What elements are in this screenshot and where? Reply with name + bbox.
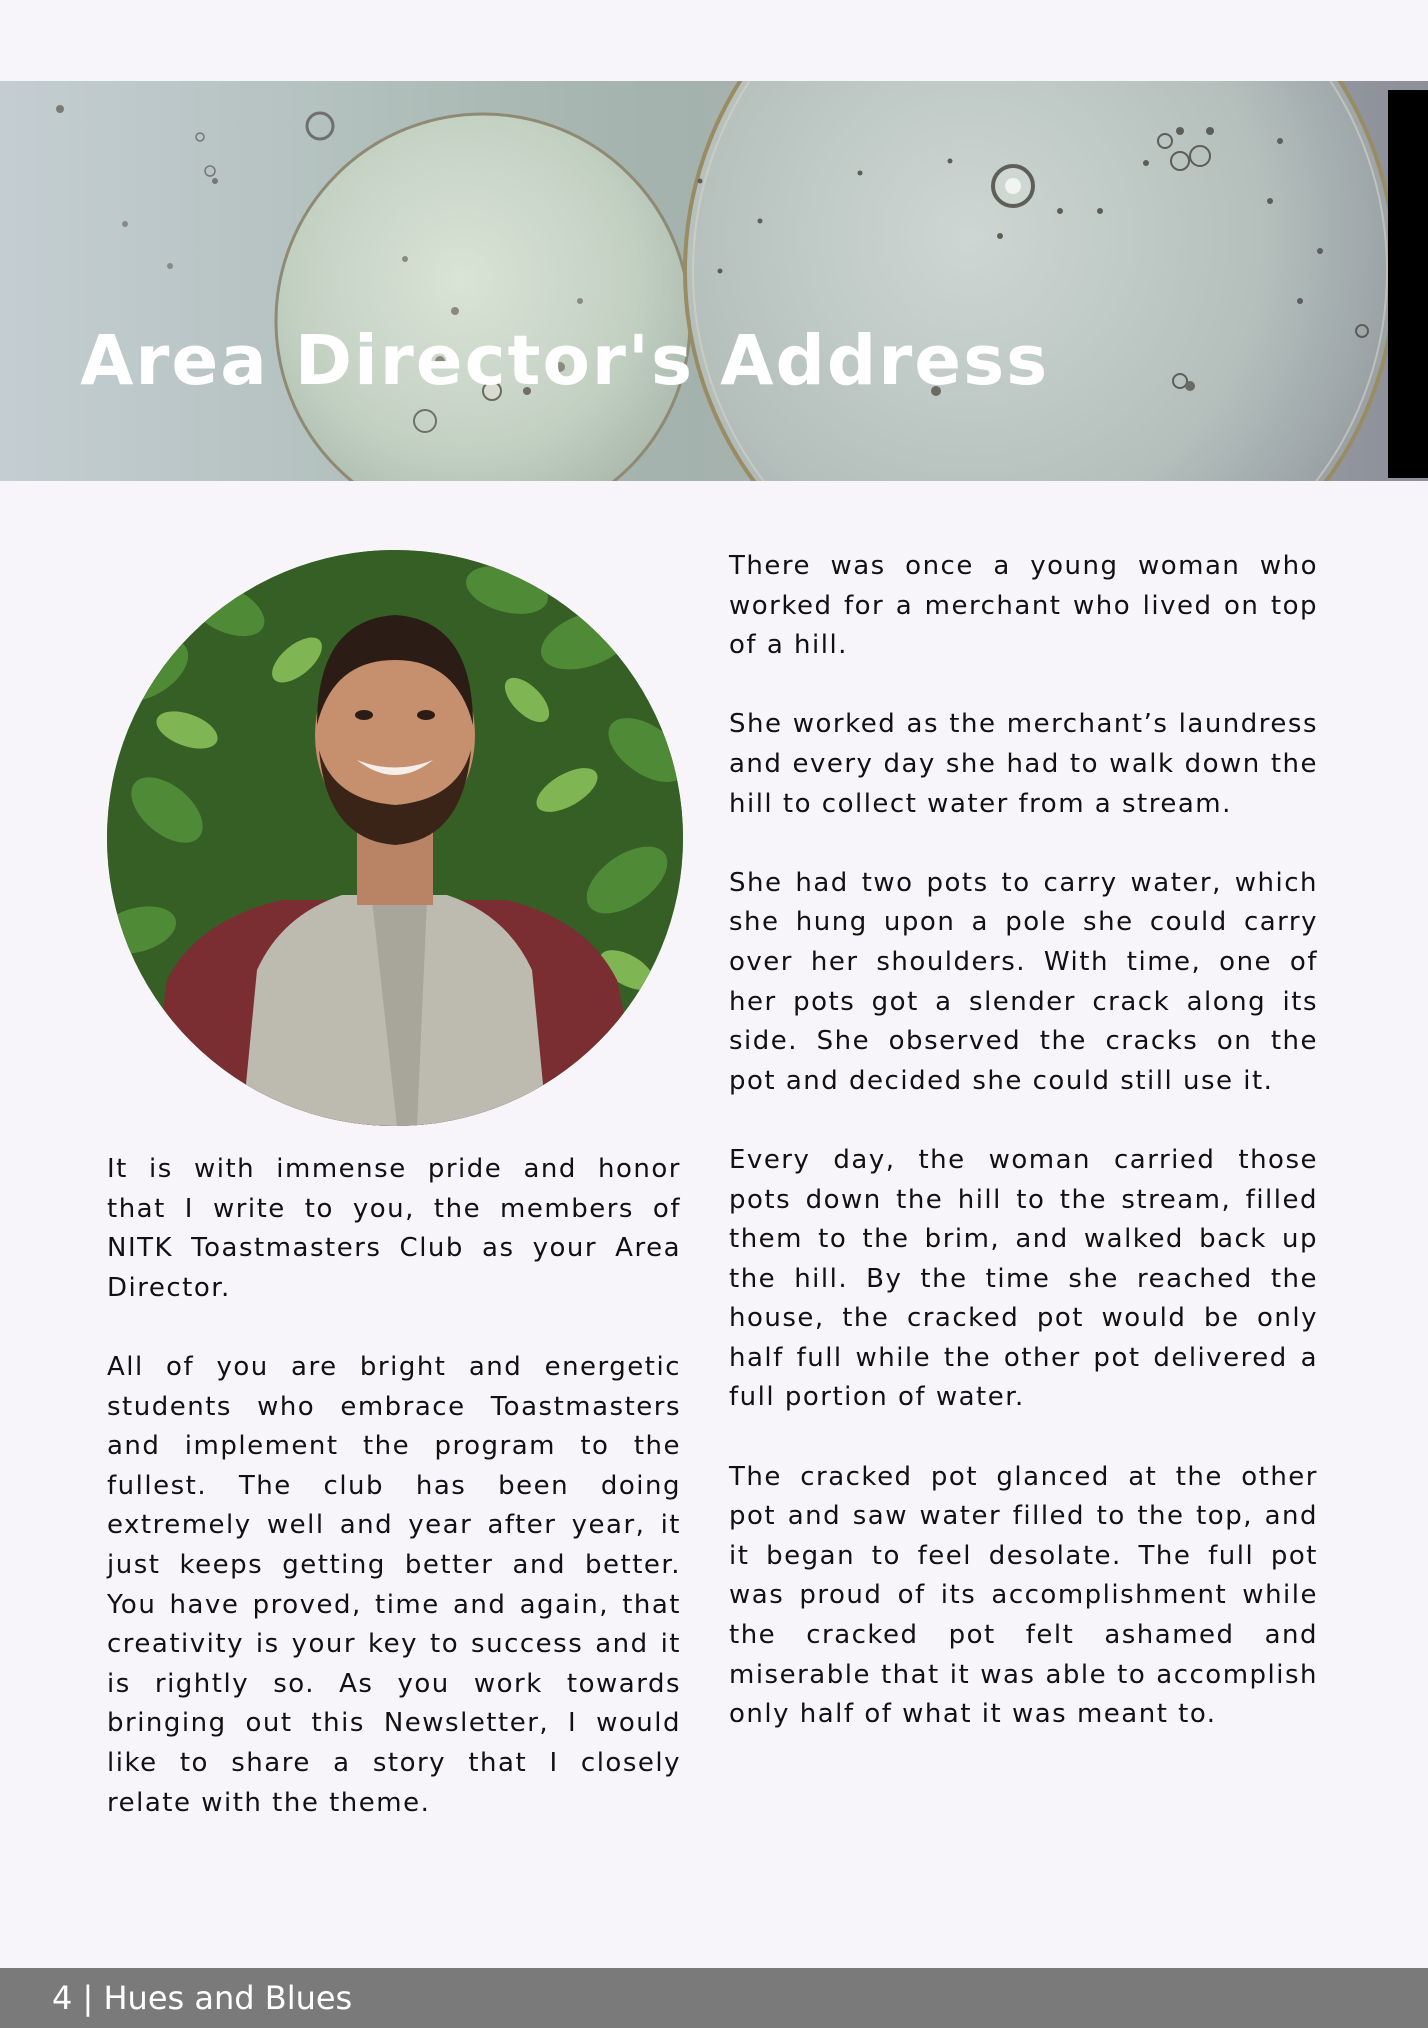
article-paragraph: Every day, the woman carried those pots down the hill to the stream, filled them to the brim, and walked back up the hill. By the time she reached the house, the cracked pot would be only half full while the other pot delivered a full portion of water. bbox=[729, 1144, 1318, 1413]
page-footer bbox=[0, 1968, 1428, 2028]
article-paragraph: The cracked pot glanced at the other pot and saw water filled to the top, and it began to feel desolate. The full pot was proud of its accomplishment while the cracked pot felt ashamed and miserable that it was able to accomplish only half of what it was meant to. bbox=[729, 1461, 1318, 1730]
banner-edge-strip bbox=[1388, 90, 1428, 478]
article-paragraph: All of you are bright and energetic students who embrace Toastmasters and implement the program to the fullest. The club has been doing extremely well and year after year, it just keeps getting better and better. You have proved, time and again, that creativity is your key to success and it is rightly so. As you work towards bringing out this Newsletter, I would like to share a story that I closely relate with the theme. bbox=[107, 1351, 681, 1818]
article-paragraph: There was once a young woman who worked for a merchant who lived on top of a hill. bbox=[729, 551, 1318, 661]
header-banner bbox=[0, 81, 1428, 481]
bubbles-background-image bbox=[0, 81, 1428, 481]
article-paragraph: It is with immense pride and honor that I write to you, the members of NITK Toastmasters Club as your Area Director. bbox=[107, 1154, 681, 1303]
article-paragraph: She worked as the merchant’s laundress and every day she had to walk down the hill to collect water from a stream. bbox=[729, 709, 1318, 819]
article-left-column bbox=[107, 1150, 681, 1863]
footer-page-label: 4 | Hues and Blues bbox=[52, 1979, 353, 2017]
area-director-portrait bbox=[107, 550, 683, 1126]
article-paragraph: She had two pots to carry water, which she hung upon a pole she could carry over her shoulders. With time, one of her pots got a slender crack along its side. She observed the cracks on the pot and decided she could still use it. bbox=[729, 867, 1318, 1096]
article-right-column bbox=[729, 547, 1318, 1774]
page-title: Area Director's Address bbox=[80, 321, 1050, 401]
